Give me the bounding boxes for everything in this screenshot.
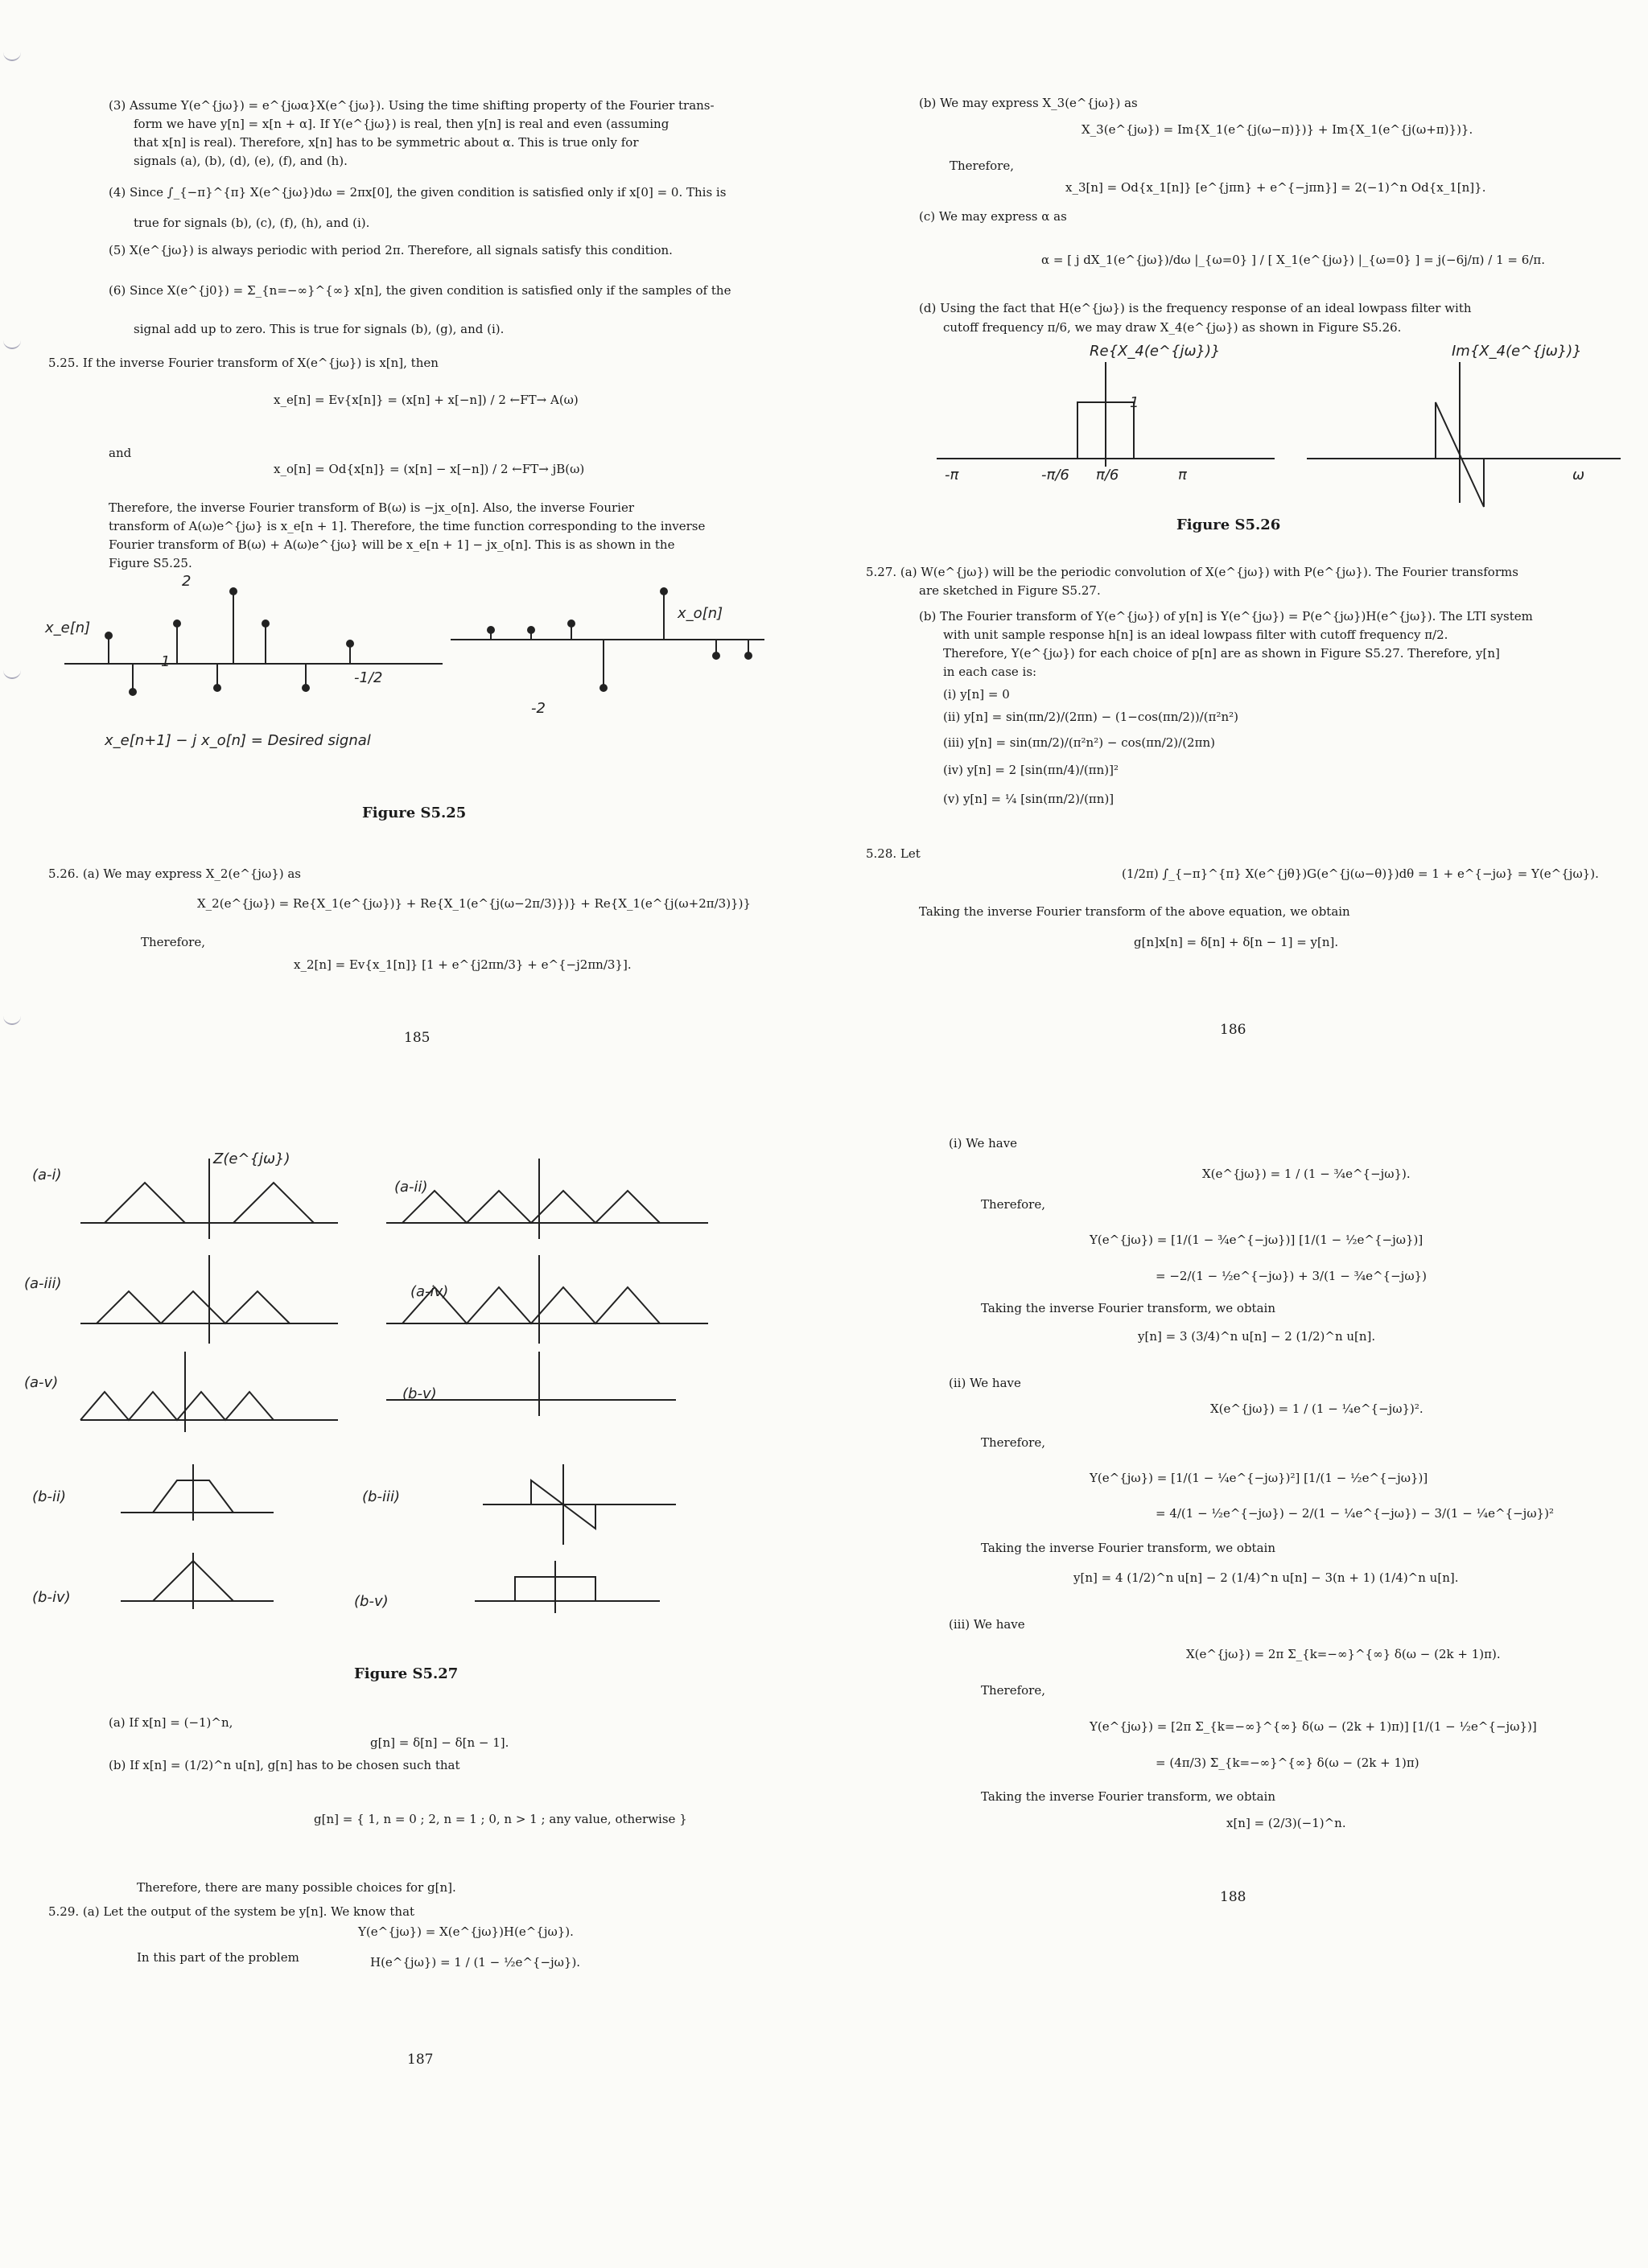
handwritten-label: -π	[945, 467, 959, 484]
text-line: cutoff frequency π/6, we may draw X_4(e^{jω}) as shown in Figure S5.26.	[943, 320, 1402, 335]
handwritten-label: ω	[1572, 467, 1585, 484]
handwritten-label: (b-ii)	[32, 1488, 66, 1505]
equation: g[n] = δ[n] − δ[n − 1].	[370, 1735, 509, 1750]
equation: Y(e^{jω}) = [1/(1 − ¼e^{−jω})²] [1/(1 − ½e^{−jω})]	[1090, 1471, 1428, 1485]
text-line: Taking the inverse Fourier transform, we obtain	[981, 1301, 1275, 1315]
page-number: 188	[1220, 1889, 1246, 1905]
text-line: (c) We may express α as	[919, 209, 1067, 224]
text-line: Taking the inverse Fourier transform of the above equation, we obtain	[919, 904, 1350, 919]
handwritten-label: -π/6	[1041, 467, 1069, 484]
handwritten-label: (b-iv)	[32, 1589, 71, 1606]
equation: g[n]x[n] = δ[n] + δ[n − 1] = y[n].	[1134, 935, 1339, 949]
equation: H(e^{jω}) = 1 / (1 − ½e^{−jω}).	[370, 1955, 581, 1970]
equation: (ii) y[n] = sin(πn/2)/(2πn) − (1−cos(πn/2))/(π²n²)	[943, 710, 1238, 724]
handwritten-label: -1/2	[354, 669, 383, 686]
text-line: and	[109, 446, 132, 460]
handwritten-label: 1	[1130, 394, 1139, 411]
handwritten-label: (b-iii)	[362, 1488, 400, 1505]
figure-s5-26	[904, 346, 1629, 515]
equation: x_2[n] = Ev{x_1[n]} [1 + e^{j2πn/3} + e^{−j2πn/3}].	[294, 957, 632, 972]
punch-hole	[3, 50, 21, 61]
text-line: Therefore, the inverse Fourier transform of B(ω) is −jx_o[n]. Also, the inverse Fourier	[109, 500, 635, 515]
equation: Y(e^{jω}) = X(e^{jω})H(e^{jω}).	[358, 1924, 574, 1939]
text-line: (iii) We have	[949, 1617, 1025, 1632]
punch-hole	[3, 1014, 21, 1025]
equation: y[n] = 3 (3/4)^n u[n] − 2 (1/2)^n u[n].	[1138, 1329, 1376, 1344]
equation: Y(e^{jω}) = [1/(1 − ¾e^{−jω})] [1/(1 − ½e^{−jω})]	[1090, 1233, 1423, 1247]
equation: (1/2π) ∫_{−π}^{π} X(e^{jθ})G(e^{j(ω−θ)})dθ = 1 + e^{−jω} = Y(e^{jω}).	[1122, 866, 1599, 881]
problem-5-26: 5.26. (a) We may express X_2(e^{jω}) as	[48, 866, 301, 881]
equation: X(e^{jω}) = 1 / (1 − ¼e^{−jω})².	[1210, 1402, 1423, 1416]
text-line: (b) The Fourier transform of Y(e^{jω}) of y[n] is Y(e^{jω}) = P(e^{jω})H(e^{jω}). The LTI system	[919, 609, 1533, 624]
text-line: signal add up to zero. This is true for signals (b), (g), and (i).	[134, 322, 505, 336]
text-line: form we have y[n] = x[n + α]. If Y(e^{jω}) is real, then y[n] is real and even (assuming	[134, 117, 670, 131]
handwritten-caption: x_e[n+1] − j x_o[n] = Desired signal	[105, 732, 371, 749]
page-number: 187	[407, 2052, 434, 2068]
text-line: are sketched in Figure S5.27.	[919, 583, 1101, 598]
text-line: (b) If x[n] = (1/2)^n u[n], g[n] has to be chosen such that	[109, 1758, 460, 1772]
figure-caption: Figure S5.25	[362, 805, 467, 821]
page-187	[0, 1134, 824, 2261]
page-185	[0, 0, 824, 1126]
handwritten-label: (a-iv)	[410, 1283, 449, 1300]
page-188	[824, 1134, 1648, 2261]
handwritten-label: Re{X_4(e^{jω})}	[1090, 343, 1221, 360]
handwritten-label: (a-iii)	[24, 1275, 62, 1292]
problem-5-29: 5.29. (a) Let the output of the system be y[n]. We know that	[48, 1904, 415, 1919]
text-line: (6) Since X(e^{j0}) = Σ_{n=−∞}^{∞} x[n], the given condition is satisfied only if the samples of the	[109, 283, 731, 298]
text-line: with unit sample response h[n] is an ideal lowpass filter with cutoff frequency π/2.	[943, 628, 1448, 642]
equation: X_3(e^{jω}) = Im{X_1(e^{j(ω−π)})} + Im{X_1(e^{j(ω+π)})}.	[1082, 122, 1473, 137]
handwritten-label: π/6	[1096, 467, 1119, 484]
equation: (i) y[n] = 0	[943, 687, 1010, 702]
text-line: true for signals (b), (c), (f), (h), and (i).	[134, 216, 370, 230]
problem-5-28: 5.28. Let	[866, 846, 921, 861]
equation: = (4π/3) Σ_{k=−∞}^{∞} δ(ω − (2k + 1)π)	[1156, 1756, 1419, 1770]
punch-hole	[3, 668, 21, 679]
text-line: Therefore,	[981, 1197, 1045, 1212]
punch-hole	[3, 338, 21, 349]
text-line: that x[n] is real). Therefore, x[n] has to be symmetric about α. This is true only for	[134, 135, 639, 150]
text-line: In this part of the problem	[137, 1950, 299, 1965]
text-line: Therefore,	[950, 158, 1014, 173]
equation: x_3[n] = Od{x_1[n]} [e^{jπn} + e^{−jπn}] = 2(−1)^n Od{x_1[n]}.	[1065, 180, 1486, 195]
handwritten-label: (b-v)	[402, 1385, 437, 1402]
text-line: Fourier transform of B(ω) + A(ω)e^{jω} will be x_e[n + 1] − jx_o[n]. This is as shown in the	[109, 537, 675, 552]
equation: x[n] = (2/3)(−1)^n.	[1226, 1816, 1346, 1830]
handwritten-label: Im{X_4(e^{jω})}	[1452, 343, 1582, 360]
text-line: (i) We have	[949, 1136, 1018, 1150]
handwritten-label: Z(e^{jω})	[213, 1150, 290, 1167]
text-line: Therefore, there are many possible choices for g[n].	[137, 1880, 456, 1895]
equation: = 4/(1 − ½e^{−jω}) − 2/(1 − ¼e^{−jω}) − 3/(1 − ¼e^{−jω})²	[1156, 1506, 1554, 1521]
text-line: signals (a), (b), (d), (e), (f), and (h).	[134, 154, 348, 168]
handwritten-label: -2	[531, 700, 546, 717]
problem-5-27: 5.27. (a) W(e^{jω}) will be the periodic convolution of X(e^{jω}) with P(e^{jω}). The Fourier transforms	[866, 565, 1518, 579]
text-line: Therefore,	[141, 935, 205, 949]
equation: (v) y[n] = ¼ [sin(πn/2)/(πn)]	[943, 792, 1114, 806]
equation: X_2(e^{jω}) = Re{X_1(e^{jω})} + Re{X_1(e^{j(ω−2π/3)})} + Re{X_1(e^{j(ω+2π/3)})}	[197, 896, 751, 911]
handwritten-label: (b-v)	[354, 1593, 389, 1610]
equation: (iii) y[n] = sin(πn/2)/(π²n²) − cos(πn/2)/(2πn)	[943, 735, 1215, 750]
page-number: 185	[404, 1030, 431, 1046]
text-line: Therefore, Y(e^{jω}) for each choice of p[n] are as shown in Figure S5.27. Therefore, y[n]	[943, 646, 1500, 661]
equation: x_o[n] = Od{x[n]} = (x[n] − x[−n]) / 2 ←FT→ jB(ω)	[274, 462, 585, 476]
text-line: (3) Assume Y(e^{jω}) = e^{jωα}X(e^{jω}). Using the time shifting property of the Fourier trans-	[109, 98, 715, 113]
text-line: (a) If x[n] = (−1)^n,	[109, 1715, 233, 1730]
problem-5-25: 5.25. If the inverse Fourier transform of X(e^{jω}) is x[n], then	[48, 356, 439, 370]
equation: Y(e^{jω}) = [2π Σ_{k=−∞}^{∞} δ(ω − (2k + 1)π)] [1/(1 − ½e^{−jω})]	[1090, 1719, 1537, 1734]
figure-caption: Figure S5.26	[1176, 517, 1281, 533]
figure-s5-27	[32, 1150, 740, 1657]
text-line: (b) We may express X_3(e^{jω}) as	[919, 96, 1138, 110]
text-line: Figure S5.25.	[109, 556, 192, 570]
handwritten-label: π	[1178, 467, 1187, 484]
text-line: transform of A(ω)e^{jω} is x_e[n + 1]. Therefore, the time function corresponding to the inverse	[109, 519, 706, 533]
handwritten-label: x_o[n]	[678, 605, 723, 622]
handwritten-label: (a-i)	[32, 1167, 62, 1183]
text-line: (5) X(e^{jω}) is always periodic with period 2π. Therefore, all signals satisfy this condition.	[109, 243, 673, 257]
text-line: in each case is:	[943, 665, 1037, 679]
text-line: Taking the inverse Fourier transform, we obtain	[981, 1541, 1275, 1555]
figure-caption: Figure S5.27	[354, 1665, 459, 1682]
text-line: (d) Using the fact that H(e^{jω}) is the frequency response of an ideal lowpass filter with	[919, 301, 1472, 315]
equation: X(e^{jω}) = 2π Σ_{k=−∞}^{∞} δ(ω − (2k + 1)π).	[1186, 1647, 1501, 1661]
equation: = −2/(1 − ½e^{−jω}) + 3/(1 − ¾e^{−jω})	[1156, 1269, 1427, 1283]
text-line: Therefore,	[981, 1435, 1045, 1450]
handwritten-label: 1	[161, 653, 171, 670]
equation: x_e[n] = Ev{x[n]} = (x[n] + x[−n]) / 2 ←FT→ A(ω)	[274, 393, 579, 407]
text-line: (ii) We have	[949, 1376, 1021, 1390]
equation: g[n] = { 1, n = 0 ; 2, n = 1 ; 0, n > 1 ; any value, otherwise }	[314, 1812, 687, 1826]
handwritten-label: x_e[n]	[45, 619, 91, 636]
text-line: Taking the inverse Fourier transform, we obtain	[981, 1789, 1275, 1804]
handwritten-label: (a-v)	[24, 1374, 59, 1391]
handwritten-label: 2	[182, 573, 192, 590]
text-line: Therefore,	[981, 1683, 1045, 1698]
equation: X(e^{jω}) = 1 / (1 − ¾e^{−jω}).	[1202, 1167, 1411, 1181]
equation: y[n] = 4 (1/2)^n u[n] − 2 (1/4)^n u[n] − 3(n + 1) (1/4)^n u[n].	[1073, 1570, 1459, 1585]
page-number: 186	[1220, 1022, 1246, 1038]
page-186	[824, 0, 1648, 1126]
equation: α = [ j dX_1(e^{jω})/dω |_{ω=0} ] / [ X_1(e^{jω}) |_{ω=0} ] = j(−6j/π) / 1 = 6/π.	[1041, 253, 1545, 267]
text-line: (4) Since ∫_{−π}^{π} X(e^{jω})dω = 2πx[0], the given condition is satisfied only if x[0] = 0. This is	[109, 185, 727, 200]
handwritten-label: (a-ii)	[394, 1179, 428, 1196]
equation: (iv) y[n] = 2 [sin(πn/4)/(πn)]²	[943, 763, 1119, 777]
